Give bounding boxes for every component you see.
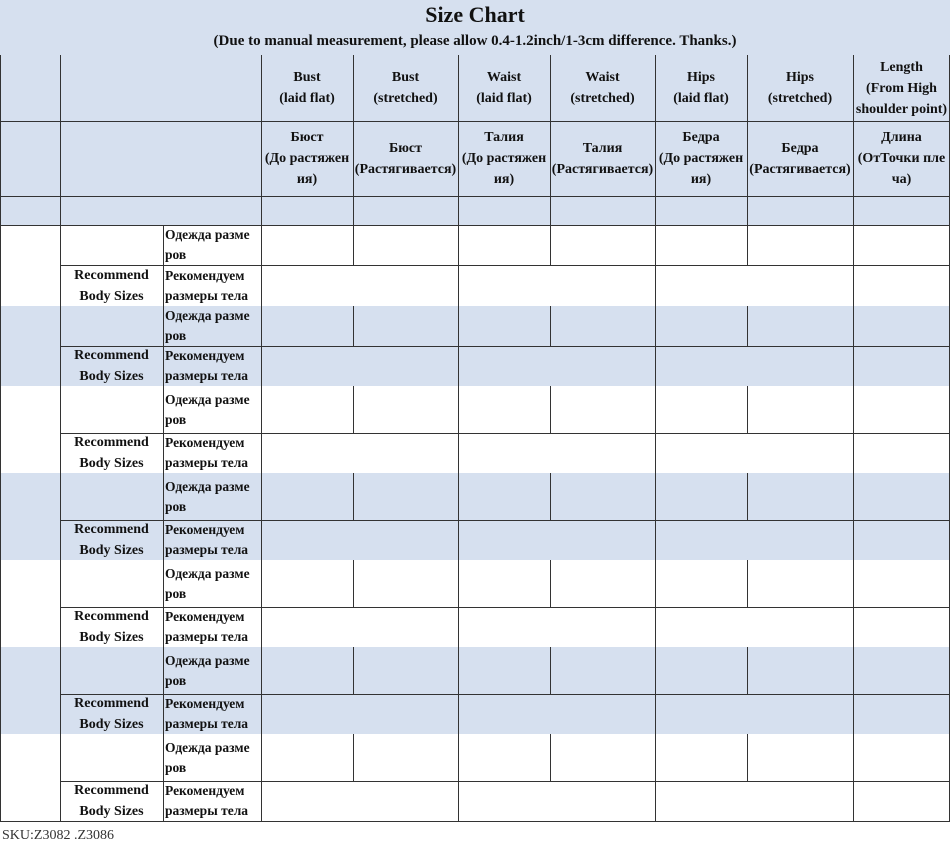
column-divider [655,386,656,433]
recommend-max-value [756,520,853,560]
column-divider [655,473,656,520]
column-divider [261,386,262,433]
clothes-size-label-ru: Одежда разме ров [165,565,250,601]
clothes-size-label-ru: Одежда разме ров [165,308,250,343]
clothes-value [550,734,655,781]
clothes-size-label [60,560,163,607]
recommend-min-value [261,781,362,821]
column-divider [655,306,656,346]
clothes-value [853,647,950,694]
column-divider [353,473,354,520]
recommend-label-ru: Рекомендуем размеры тела [165,522,249,557]
recommend-min-value [261,520,362,560]
row-divider [60,781,950,782]
clothes-value [458,473,550,520]
column-header-en: Bust (laid flat) [279,70,335,106]
column-divider [550,560,551,607]
column-divider [458,560,459,607]
column-divider [261,225,262,265]
clothes-size-label-ru: Одежда разме ров [165,739,250,775]
clothes-value [353,386,458,433]
column-divider [747,306,748,346]
column-divider [550,734,551,781]
clothes-value [550,560,655,607]
recommend-max-value [559,607,656,647]
recommend-min-value [458,781,559,821]
column-divider [163,607,164,647]
column-divider [458,607,459,647]
column-header-ru: Бюст (До растяжен ия) [264,130,350,187]
clothes-size-label-ru: Одежда разме ров [165,227,250,262]
recommend-max-value [362,346,459,386]
column-divider [655,560,656,607]
clothes-size-label [60,734,163,781]
recommend-max-value [559,265,656,306]
clothes-value [353,225,458,265]
recommend-min-value [458,607,559,647]
column-divider [747,386,748,433]
column-divider [458,781,459,821]
column-divider [261,346,262,386]
column-divider [458,694,459,734]
clothes-size-label-ru: Одежда разме ров [165,478,250,514]
unit-label [60,196,261,225]
column-divider [261,560,262,607]
column-divider [261,520,262,560]
row-divider [60,433,950,434]
sku-label: SKU:Z3082 .Z3086 [2,828,114,843]
column-divider [163,694,164,734]
column-unit [261,196,353,225]
column-divider [60,647,61,734]
clothes-size-label [60,306,163,346]
recommend-min-value [261,694,362,734]
clothes-value [655,386,747,433]
recommend-min-value [458,265,559,306]
column-unit [655,196,747,225]
column-divider [747,560,748,607]
column-unit [353,196,458,225]
recommend-min-value [655,607,756,647]
recommend-max-value [559,781,656,821]
recommend-length-value [853,346,950,386]
column-header-en: Bust (stretched) [373,70,438,106]
column-unit [458,196,550,225]
column-header-en: Length (From High shoulder point) [855,59,948,117]
recommend-label: Recommend Body Sizes [74,783,149,819]
recommend-length-value [853,520,950,560]
column-divider [550,647,551,694]
title-block [0,0,950,56]
column-unit [550,196,655,225]
column-divider [60,225,61,306]
column-divider [163,306,164,346]
recommend-length-value [853,265,950,306]
recommend-min-value [458,520,559,560]
row-divider [60,694,950,695]
size-label [0,225,60,306]
column-divider [261,306,262,346]
clothes-size-label [60,225,163,265]
column-divider [853,781,854,821]
column-divider [458,306,459,346]
recommend-min-value [655,346,756,386]
clothes-value [353,473,458,520]
recommend-length-value [853,433,950,473]
column-divider [261,55,262,225]
column-divider [853,734,854,781]
recommend-max-value [756,607,853,647]
recommend-min-value [655,265,756,306]
recommend-min-value [458,694,559,734]
clothes-value [747,473,853,520]
column-header-ru: Бедра (До растяжен ия) [658,130,744,187]
column-divider [655,346,656,386]
column-divider [458,473,459,520]
header-divider [0,225,950,226]
column-header-en: Waist (laid flat) [476,70,532,106]
size-label [0,306,60,386]
clothes-value [458,225,550,265]
clothes-value [458,647,550,694]
column-divider [458,265,459,306]
column-divider [353,560,354,607]
column-divider [458,225,459,265]
recommend-max-value [362,265,459,306]
clothes-value [550,386,655,433]
column-divider [163,346,164,386]
clothes-value [353,647,458,694]
column-divider [60,306,61,386]
column-divider [747,473,748,520]
column-header-ru: Талия (Растягивается) [551,140,654,177]
recommend-max-value [756,694,853,734]
recommend-max-value [362,694,459,734]
clothes-size-label-ru: Одежда разме ров [165,652,250,688]
column-header-en: Hips (laid flat) [673,70,729,106]
recommend-max-value [756,433,853,473]
column-divider [853,560,854,607]
column-divider [853,473,854,520]
size-label [0,647,60,734]
clothes-value [261,306,353,346]
column-divider [353,734,354,781]
clothes-size-label [60,647,163,694]
column-divider [853,520,854,560]
clothes-value [550,647,655,694]
clothes-value [747,386,853,433]
clothes-value [655,306,747,346]
chart-subtitle: (Due to manual measurement, please allow 0.4-1.2inch/1-3cm difference. Thanks.) [213,33,737,49]
clothes-value [747,225,853,265]
recommend-label-ru: Рекомендуем размеры тела [165,609,249,644]
clothes-size-label-ru: Одежда разме ров [165,391,250,427]
column-divider [353,306,354,346]
table-left-border [0,55,1,821]
column-divider [458,520,459,560]
header-divider [0,121,950,122]
column-divider [853,306,854,346]
row-divider [60,265,950,266]
column-header-ru: Длина (ОтТочки пле ча) [857,130,946,187]
clothes-value [353,306,458,346]
column-divider [853,265,854,306]
clothes-value [353,560,458,607]
clothes-size-label [60,386,163,433]
recommend-max-value [559,694,656,734]
column-divider [261,473,262,520]
column-header-ru: Бедра (Растягивается) [749,140,851,177]
column-divider [655,781,656,821]
clothes-value [747,306,853,346]
column-divider [458,55,459,225]
column-divider [163,265,164,306]
recommend-min-value [655,781,756,821]
recommend-max-value [362,433,459,473]
recommend-length-value [853,781,950,821]
recommend-min-value [655,520,756,560]
size-label [0,734,60,821]
clothes-value [550,473,655,520]
recommend-label: Recommend Body Sizes [74,522,149,558]
clothes-value [655,647,747,694]
clothes-size-label [60,473,163,520]
column-divider [853,694,854,734]
recommend-label-ru: Рекомендуем размеры тела [165,348,249,383]
column-divider [458,647,459,694]
clothes-value [853,473,950,520]
clothes-value [550,225,655,265]
recommend-label: Recommend Body Sizes [74,435,149,471]
recommend-length-value [853,607,950,647]
clothes-value [853,225,950,265]
clothes-value [353,734,458,781]
clothes-value [458,560,550,607]
column-divider [853,607,854,647]
column-divider [458,734,459,781]
recommend-min-value [458,433,559,473]
column-divider [458,386,459,433]
column-divider [60,560,61,647]
column-header-en: Hips (stretched) [767,70,833,106]
column-divider [458,346,459,386]
recommend-label: Recommend Body Sizes [74,348,149,384]
clothes-value [458,734,550,781]
clothes-value [655,473,747,520]
clothes-value [853,734,950,781]
column-divider [60,386,61,473]
column-divider [853,386,854,433]
column-divider [60,55,61,225]
clothes-value [458,386,550,433]
clothes-value [747,734,853,781]
recommend-label-ru: Рекомендуем размеры тела [165,267,249,303]
column-divider [747,225,748,265]
column-divider [60,734,61,821]
column-divider [163,225,164,265]
column-divider [163,560,164,607]
metric-header [60,55,261,121]
row-divider [60,346,950,347]
column-divider [163,433,164,473]
column-divider [353,55,354,225]
clothes-value [655,734,747,781]
recommend-label-ru: Рекомендуем размеры тела [165,435,249,470]
column-divider [163,473,164,520]
column-header-ru: Талия (До растяжен ия) [461,130,547,187]
clothes-value [655,225,747,265]
recommend-max-value [559,346,656,386]
clothes-value [261,225,353,265]
recommend-min-value [261,265,362,306]
column-divider [261,433,262,473]
recommend-length-value [853,694,950,734]
header-divider [0,196,950,197]
recommend-min-value [655,694,756,734]
column-divider [550,225,551,265]
clothes-value [261,473,353,520]
column-divider [655,433,656,473]
clothes-value [261,386,353,433]
column-divider [655,694,656,734]
recommend-label-ru: Рекомендуем размеры тела [165,696,249,731]
clothes-value [853,386,950,433]
recommend-max-value [756,781,853,821]
clothes-value [747,560,853,607]
column-divider [550,55,551,225]
chart-title: Size Chart [425,2,525,27]
size-label [0,560,60,647]
recommend-label-ru: Рекомендуем размеры тела [165,783,249,818]
recommend-label: Recommend Body Sizes [74,609,149,645]
column-divider [853,647,854,694]
column-divider [261,647,262,694]
clothes-value [261,734,353,781]
column-header-ru: Бюст (Растягивается) [354,140,457,177]
column-unit [853,196,950,225]
column-divider [353,225,354,265]
column-divider [853,346,854,386]
column-divider [163,386,164,433]
column-divider [655,55,656,225]
recommend-min-value [655,433,756,473]
recommend-max-value [362,781,459,821]
column-divider [747,647,748,694]
block-divider [0,821,950,822]
column-divider [60,473,61,560]
clothes-value [655,560,747,607]
recommend-max-value [756,346,853,386]
column-divider [655,520,656,560]
recommend-label: Recommend Body Sizes [74,696,149,732]
column-divider [261,734,262,781]
recommend-min-value [458,346,559,386]
column-divider [163,647,164,694]
column-unit [747,196,853,225]
column-divider [458,433,459,473]
column-divider [550,386,551,433]
column-divider [550,306,551,346]
row-divider [60,520,950,521]
clothes-value [747,647,853,694]
clothes-value [261,647,353,694]
recommend-max-value [559,520,656,560]
column-divider [853,433,854,473]
column-divider [261,694,262,734]
column-divider [853,225,854,265]
clothes-value [261,560,353,607]
column-divider [747,55,748,225]
column-divider [747,734,748,781]
column-divider [655,647,656,694]
column-divider [261,781,262,821]
clothes-value [458,306,550,346]
column-divider [655,607,656,647]
recommend-min-value [261,433,362,473]
recommend-min-value [261,607,362,647]
column-divider [655,225,656,265]
recommend-min-value [261,346,362,386]
size-label [0,386,60,473]
recommend-max-value [362,607,459,647]
column-divider [655,265,656,306]
recommend-max-value [362,520,459,560]
column-divider [163,734,164,781]
column-divider [853,55,854,225]
column-header-en: Waist (stretched) [570,70,635,106]
recommend-max-value [559,433,656,473]
column-divider [353,647,354,694]
column-divider [550,473,551,520]
row-divider [60,607,950,608]
recommend-label: Recommend Body Sizes [74,267,149,304]
recommend-max-value [756,265,853,306]
column-divider [261,607,262,647]
column-divider [655,734,656,781]
column-divider [163,520,164,560]
clothes-value [853,306,950,346]
column-divider [163,781,164,821]
column-divider [353,386,354,433]
clothes-value [853,560,950,607]
size-label [0,473,60,560]
column-divider [261,265,262,306]
clothes-value [550,306,655,346]
